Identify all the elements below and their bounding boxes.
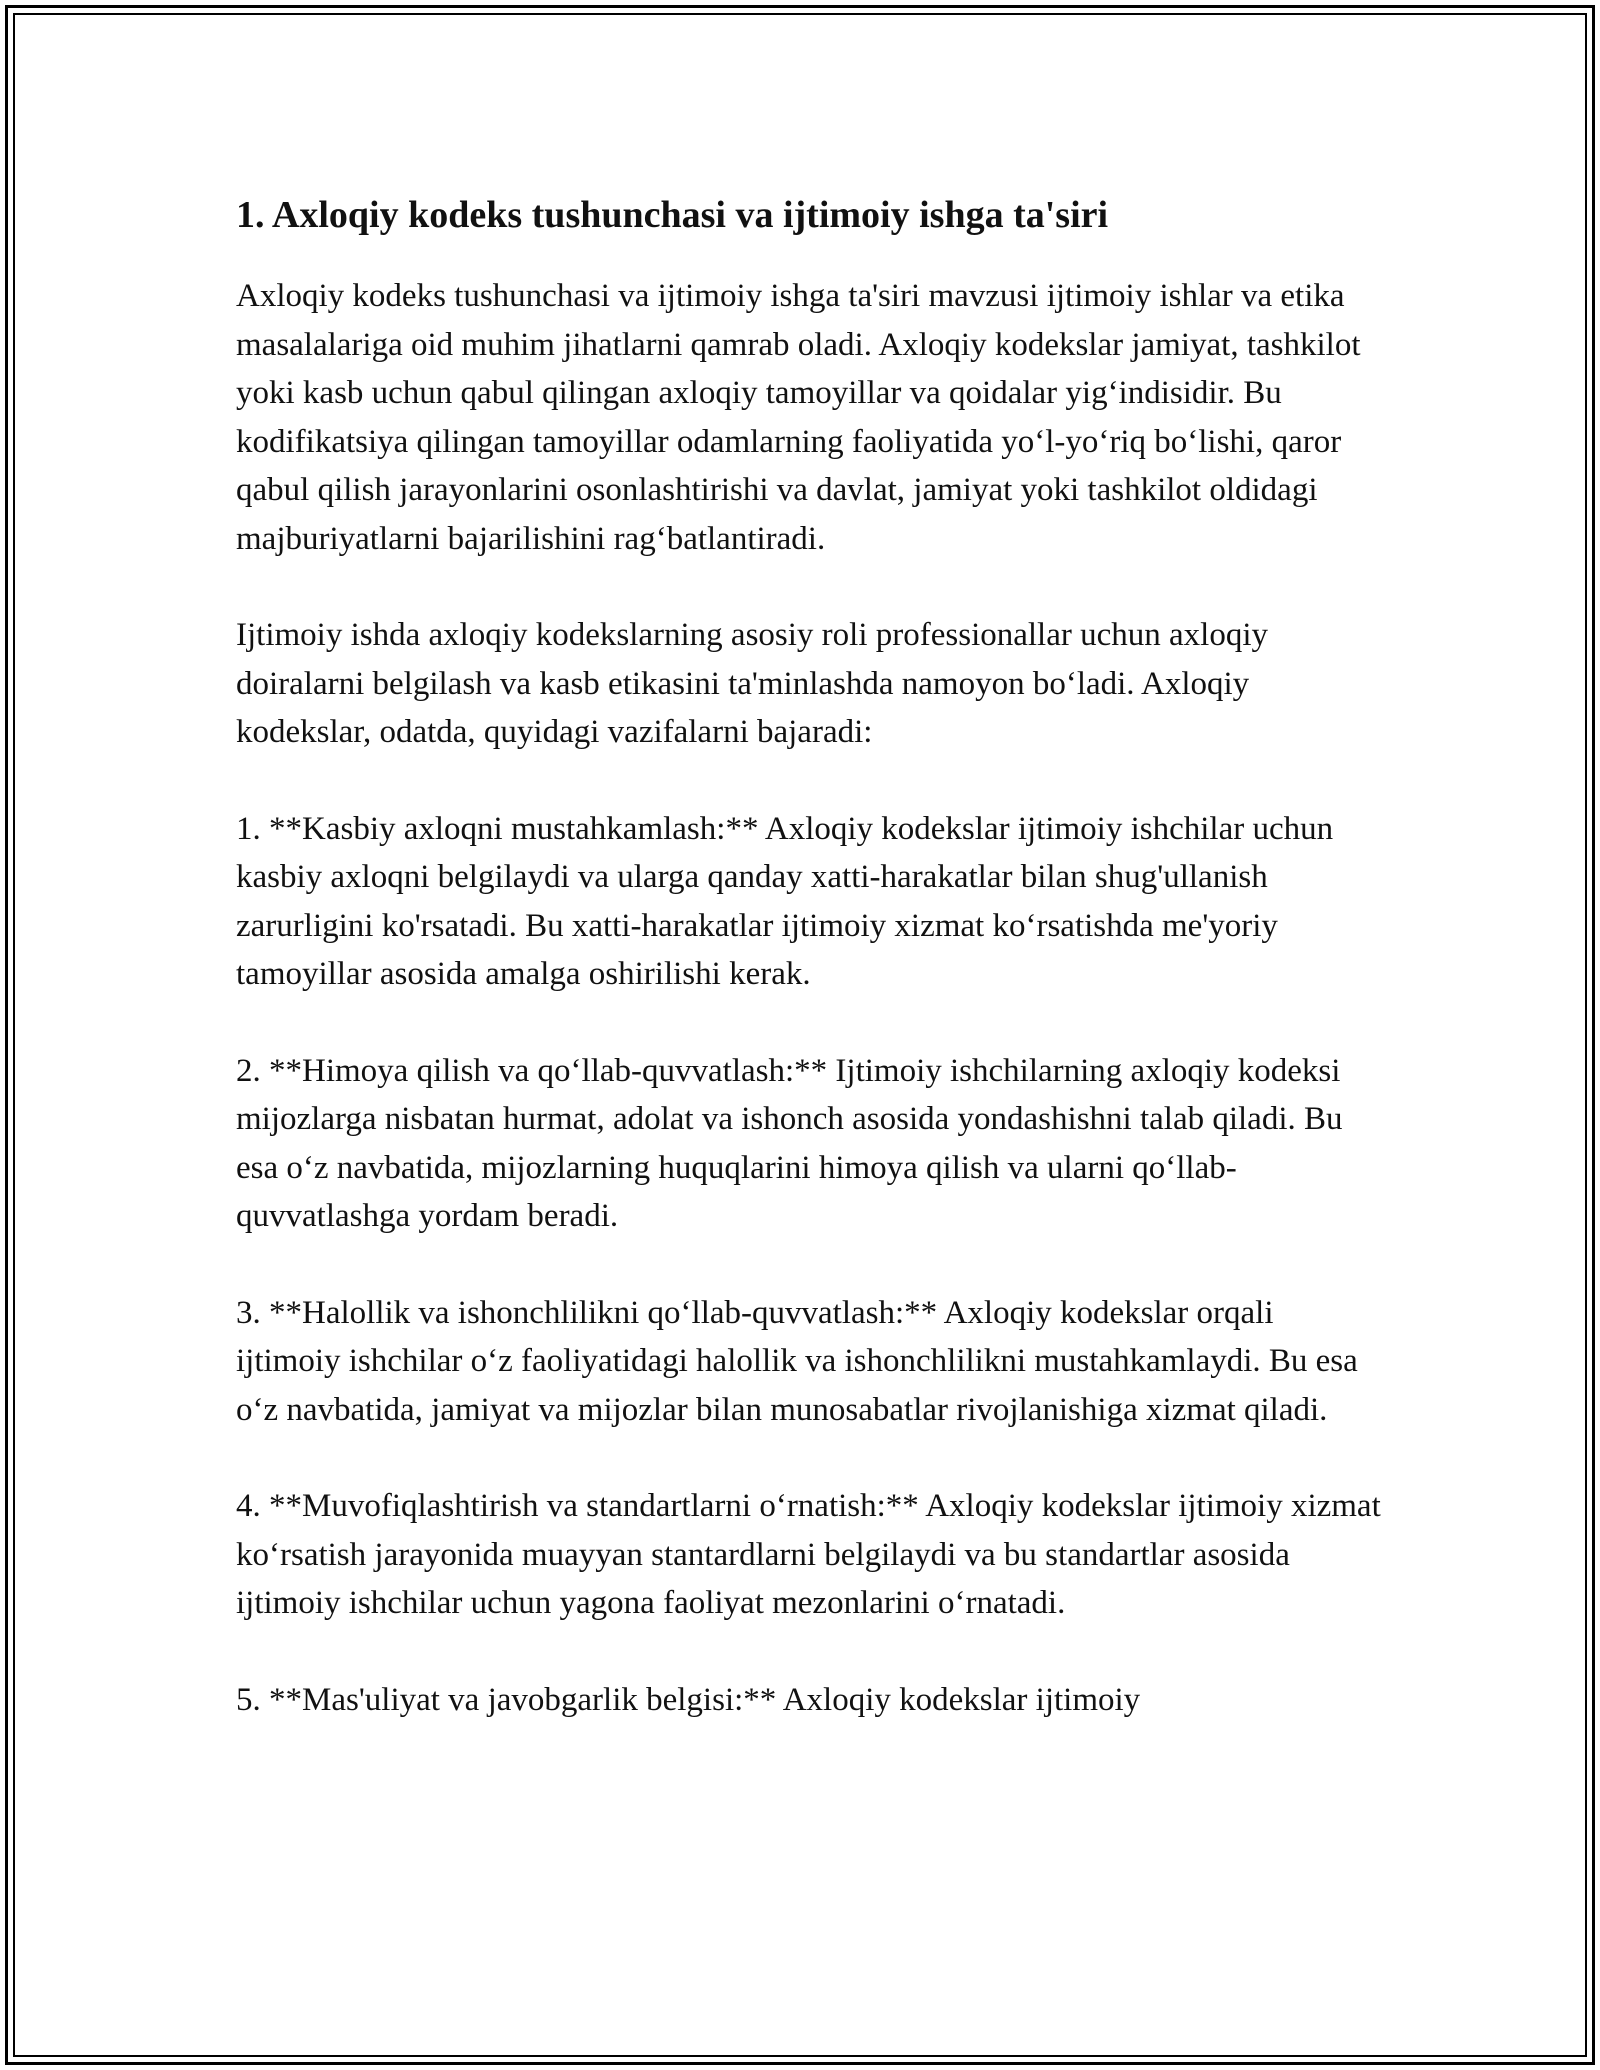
list-item-3: 3. **Halollik va ishonchlilikni qo‘llab-quvvatlash:** Axloqiy kodekslar orqali ijtimoiy ishchilar o‘z faoliyatidagi halollik va ishonchlilikni mustahkamlaydi. Bu esa o‘z navbatida, jamiyat va mijozlar bilan munosabatlar rivojlanishiga xizmat qiladi.: [236, 1294, 1358, 1428]
list-item-1: 1. **Kasbiy axloqni mustahkamlash:** Axloqiy kodekslar ijtimoiy ishchilar uchun kasbiy axloqni belgilaydi va ularga qanday xatti-harakatlar bilan shug'ullanish zarurligini ko'rsatadi. Bu xatti-harakatlar ijtimoiy xizmat ko‘rsatishda me'yoriy tamoyillar asosida amalga oshirilishi kerak.: [236, 810, 1334, 992]
list-item-2: 2. **Himoya qilish va qo‘llab-quvvatlash:** Ijtimoiy ishchilarning axloqiy kodeksi mijozlarga nisbatan hurmat, adolat va ishonch asosida yondashishni talab qiladi. Bu esa o‘z navbatida, mijozlarning huquqlarini himoya qilish va ularni qo‘llab-quvvatlashga yordam beradi.: [236, 1052, 1343, 1234]
list-item-4: 4. **Muvofiqlashtirish va standartlarni o‘rnatish:** Axloqiy kodekslar ijtimoiy xizmat ko‘rsatish jarayonida muayyan stantardlarni belgilaydi va bu standartlar asosida ijtimoiy ishchilar uchun yagona faoliyat mezonlarini o‘rnatadi.: [236, 1488, 1381, 1621]
list-item-5: 5. **Mas'uliyat va javobgarlik belgisi:** Axloqiy kodekslar ijtimoiy: [236, 1681, 1141, 1718]
document-body: [236, 180, 1386, 1772]
roles-paragraph: Ijtimoiy ishda axloqiy kodekslarning asosiy roli professionallar uchun axloqiy doiralarni belgilash va kasb etikasini ta'minlashda namoyon bo‘ladi. Axloqiy kodekslar, odatda, quyidagi vazifalarni bajaradi:: [236, 617, 1268, 750]
section-heading: 1. Axloqiy kodeks tushunchasi va ijtimoiy ishga ta'siri: [236, 194, 1109, 236]
intro-paragraph: Axloqiy kodeks tushunchasi va ijtimoiy ishga ta'siri mavzusi ijtimoiy ishlar va etika masalalariga oid muhim jihatlarni qamrab oladi. Axloqiy kodekslar jamiyat, tashkilot yoki kasb uchun qabul qilingan axloqiy tamoyillar va qoidalar yig‘indisidir. Bu kodifikatsiya qilingan tamoyillar odamlarning faoliyatida yo‘l-yo‘riq bo‘lishi, qaror qabul qilish jarayonlarini osonlashtirishi va davlat, jamiyat yoki tashkilot oldidagi majburiyatlarni bajarilishini rag‘batlantiradi.: [236, 278, 1361, 557]
